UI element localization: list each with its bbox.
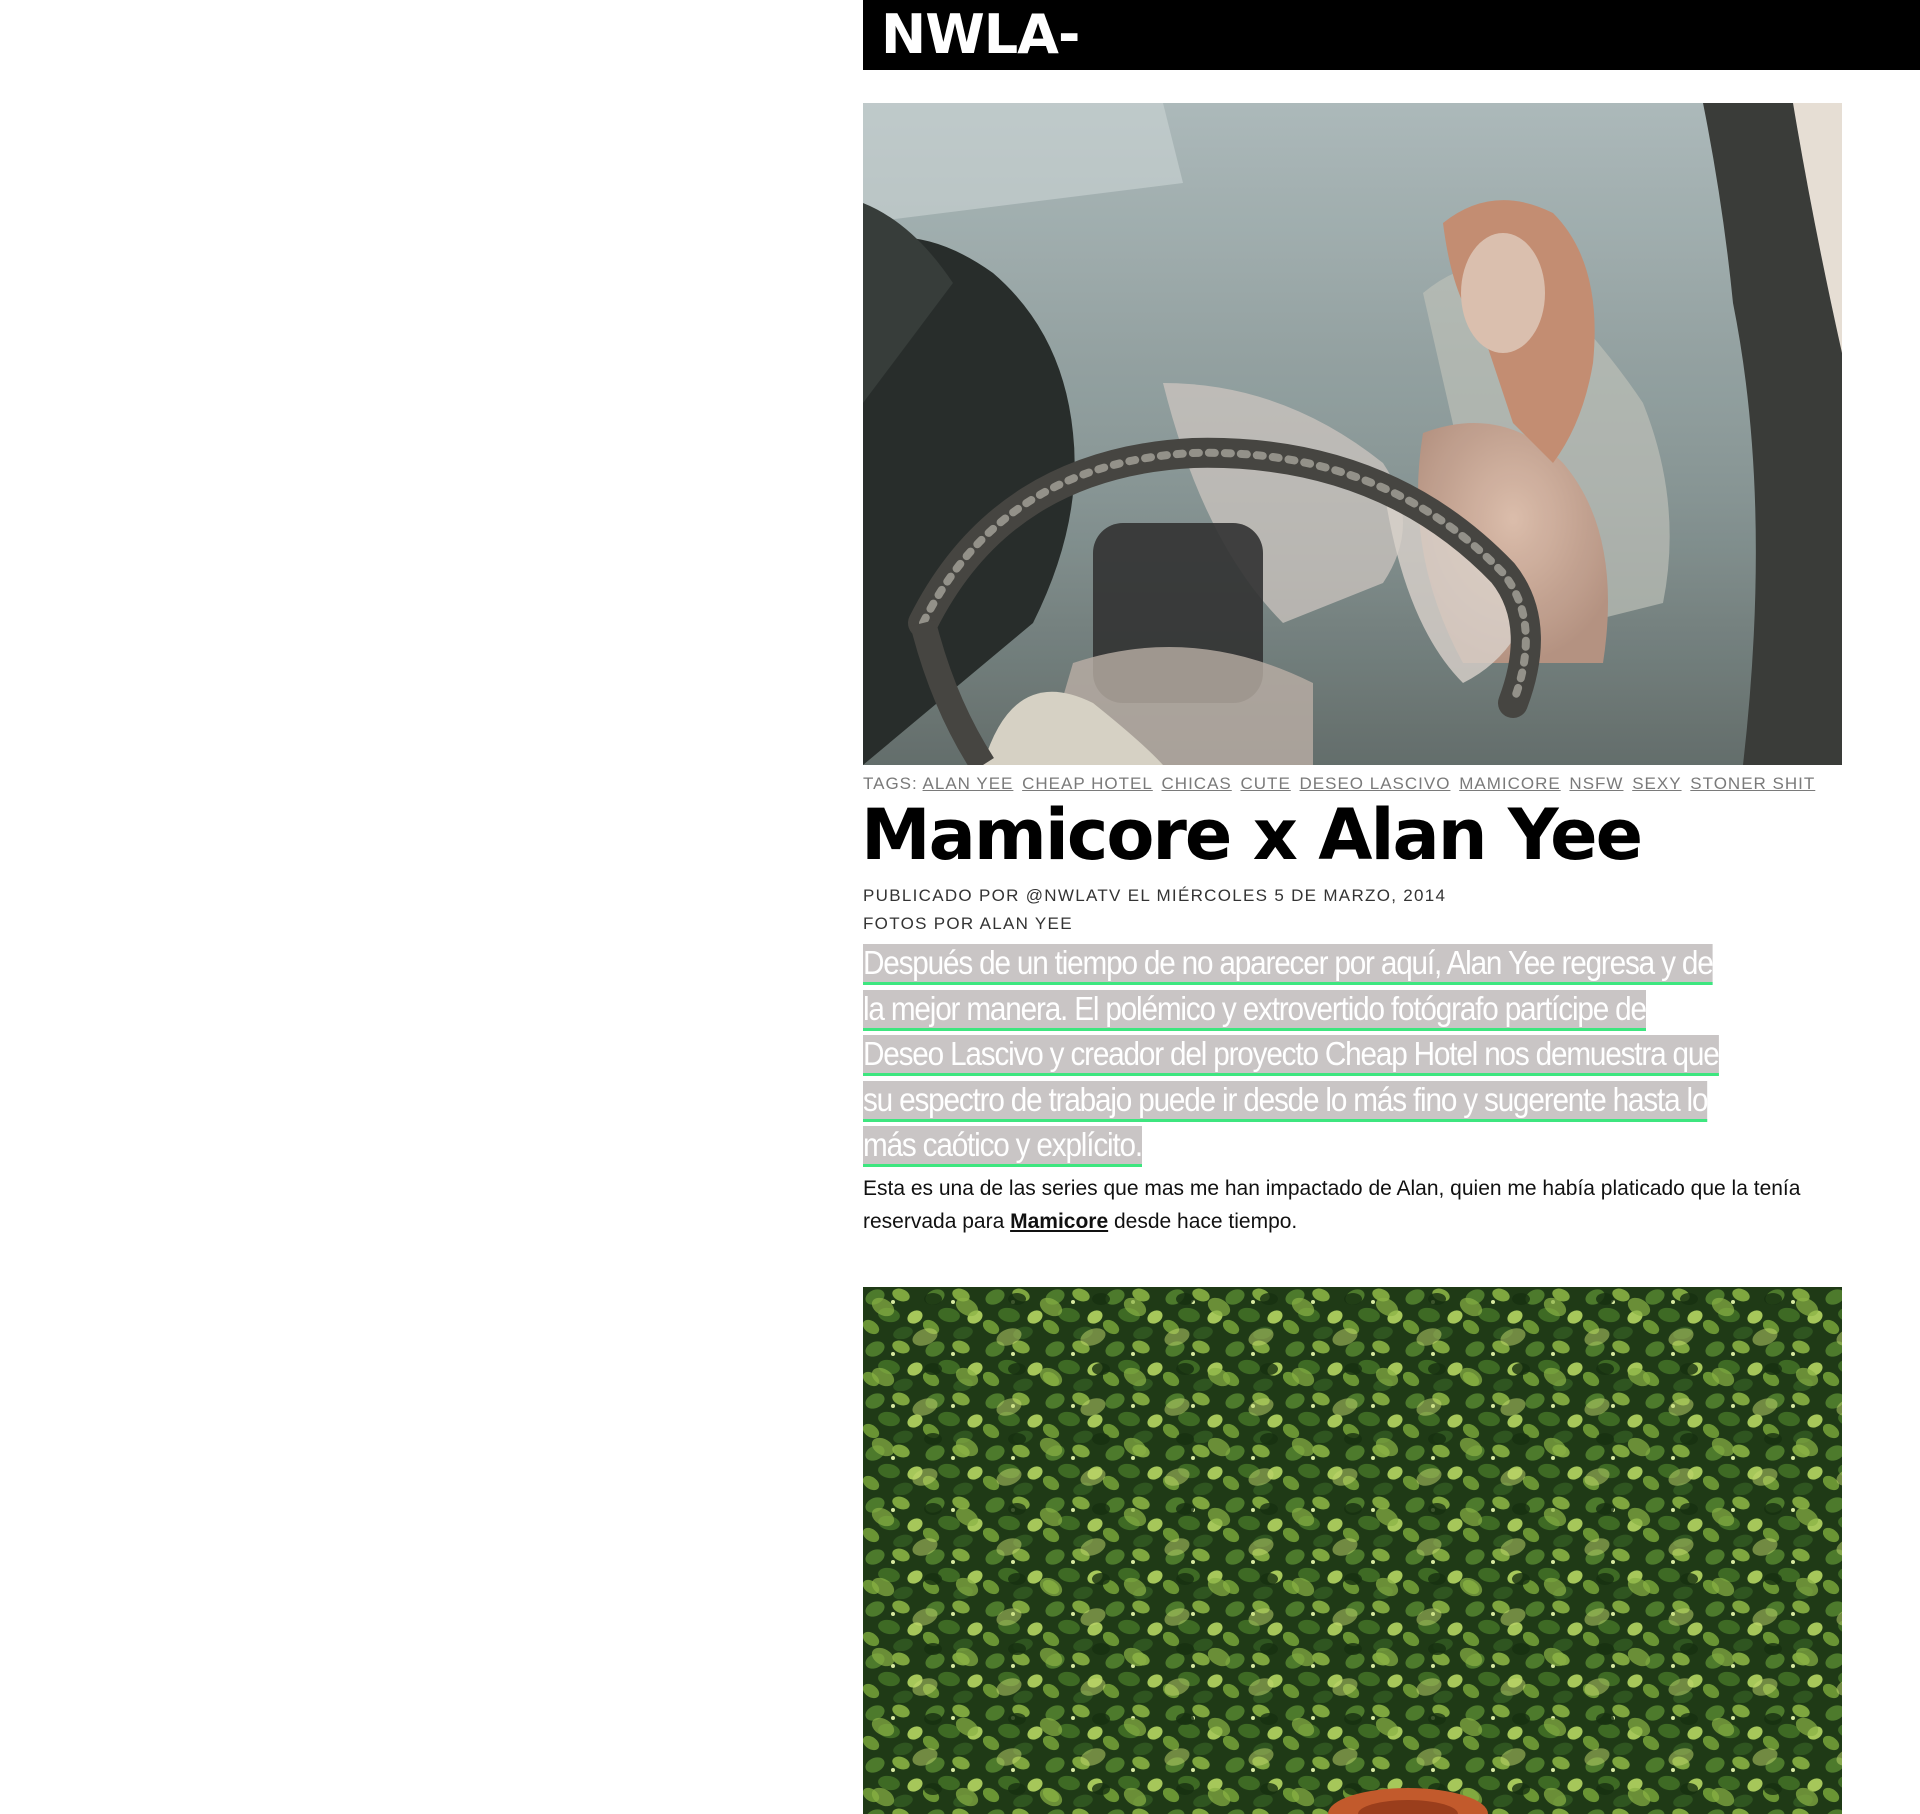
tag-link-nsfw[interactable]: NSFW	[1569, 774, 1624, 793]
mamicore-link[interactable]: Mamicore	[1010, 1210, 1109, 1233]
tag-link-mamicore[interactable]: MAMICORE	[1459, 774, 1561, 793]
tags-label: TAGS:	[863, 774, 918, 793]
tag-link-stoner-shit[interactable]: STONER SHIT	[1690, 774, 1816, 793]
hero-photo-woman-in-car	[863, 103, 1842, 765]
article-body-paragraph	[863, 1172, 1842, 1238]
hero-photo-illustration	[863, 103, 1842, 765]
tag-link-chicas[interactable]: CHICAS	[1161, 774, 1232, 793]
tag-link-cheap-hotel[interactable]: CHEAP HOTEL	[1022, 774, 1153, 793]
site-header	[863, 0, 1920, 70]
article-lead	[863, 940, 1727, 1168]
tag-link-alan-yee[interactable]: ALAN YEE	[922, 774, 1014, 793]
tag-link-sexy[interactable]: SEXY	[1632, 774, 1682, 793]
photo-credit: FOTOS POR ALAN YEE	[863, 914, 1073, 933]
body-text-end: desde hace tiempo.	[1108, 1210, 1298, 1233]
article-lead-text: Después de un tiempo de no aparecer por aquí, Alan Yee regresa y de la mejor manera. El polémico y extrovertido fotógrafo partícipe de Deseo Lascivo y creador del proyecto Cheap Hotel nos demuestra que su espectro de trabajo puede ir desde lo más fino y sugerente hasta lo más caótico y explícito.	[863, 944, 1719, 1167]
ivy-photo-illustration	[863, 1287, 1842, 1814]
tag-link-deseo-lascivo[interactable]: DESEO LASCIVO	[1299, 774, 1451, 793]
article-byline: PUBLICADO POR @NWLATV EL MIÉRCOLES 5 DE MARZO, 2014	[863, 886, 1447, 905]
tag-link-cute[interactable]: CUTE	[1240, 774, 1291, 793]
body-text-start: Esta es una de las series que mas me han impactado de Alan, quien me había platicado que la tenía reservada para	[863, 1177, 1801, 1233]
second-photo-ivy-wall	[863, 1287, 1842, 1814]
article-title: Mamicore x Alan Yee	[861, 794, 1642, 876]
site-logo[interactable]: NWLA-	[881, 3, 1080, 66]
